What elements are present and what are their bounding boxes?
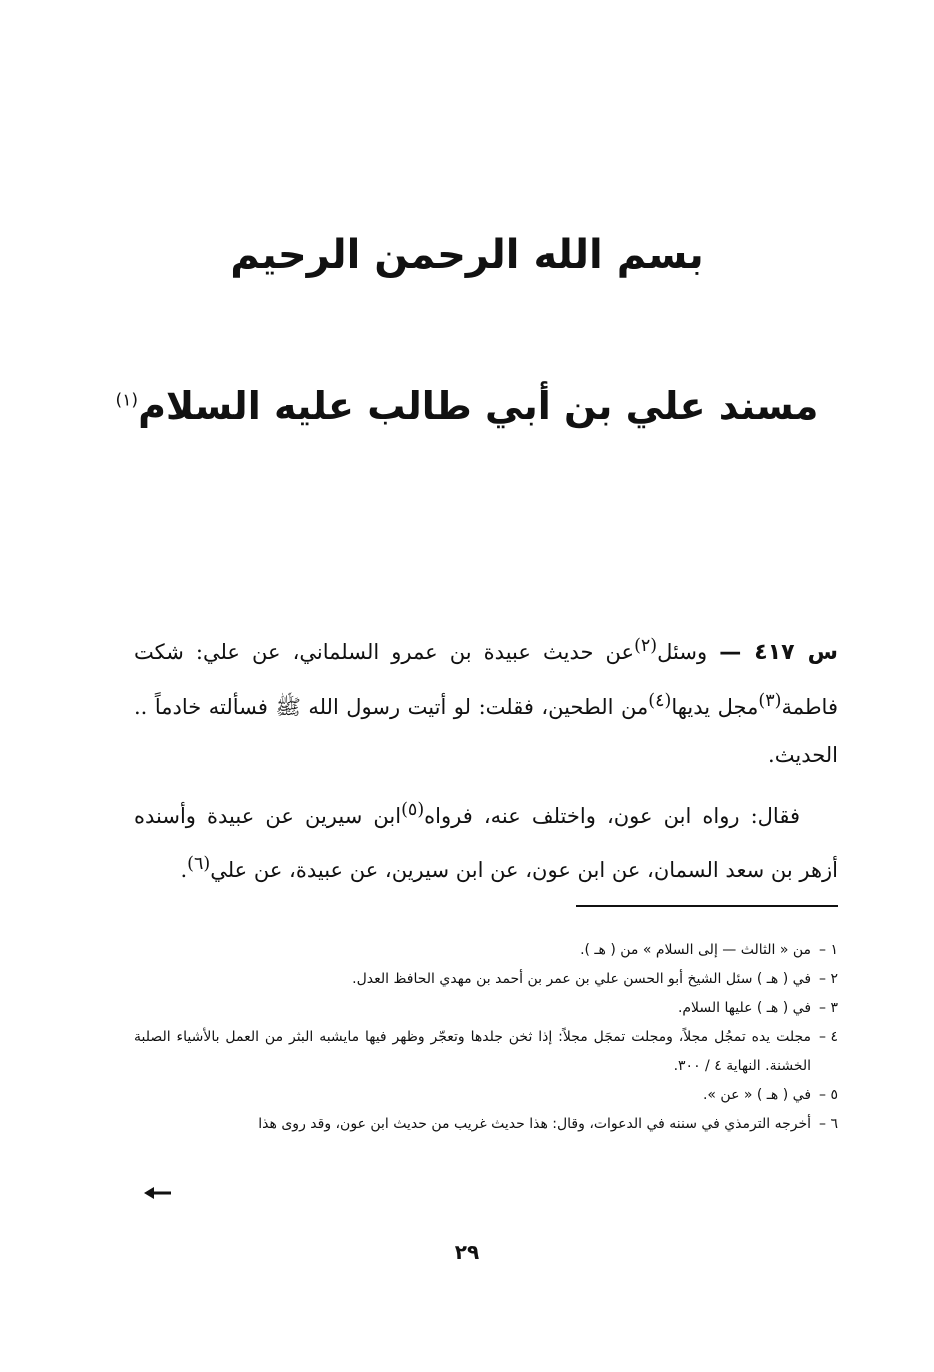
footnote-ref-5: (٥): [401, 800, 425, 820]
footnotes-list: [134, 936, 838, 1139]
footnote-item: [134, 965, 838, 994]
answer-paragraph: [134, 786, 838, 894]
question-paragraph: [134, 622, 838, 779]
answer-text-3: .: [180, 858, 188, 882]
footnote-ref-2: (٢): [634, 636, 658, 656]
basmala-heading: بسم الله الرحمن الرحيم: [230, 232, 704, 278]
footnote-item: [134, 994, 838, 1023]
footnote-item: [134, 1110, 838, 1139]
question-text-3: مجل يديها: [671, 695, 759, 719]
footnote-ref-3: (٣): [758, 691, 782, 711]
question-text-2: عن حديث عبيدة بن عمرو السلماني، عن علي: شكت فاطمة: [134, 640, 838, 719]
footnote-separator: [576, 905, 838, 907]
left-arrow-icon: [144, 1186, 172, 1200]
question-text-1: وسئل: [657, 640, 720, 664]
footnote-ref-1: (١): [115, 390, 139, 411]
footnote-text: أخرجه الترمذي في سننه في الدعوات، وقال: هذا حديث غريب من حديث ابن عون، وقد روى هذا: [258, 1116, 812, 1132]
footnote-number: ١ –: [819, 942, 838, 958]
footnote-number: ٤ –: [819, 1029, 838, 1045]
question-number: س ٤١٧ —: [719, 640, 838, 665]
footnote-item: [134, 1023, 838, 1081]
footnote-text: في ( هـ ) سئل الشيخ أبو الحسن علي بن عمر بن أحمد بن مهدي الحافظ العدل.: [352, 971, 812, 987]
footnote-text: مجلت يده تمجُل مجلاً، ومجلت تمجَل مجلاً: إذا ثخن جلدها وتعجّر وظهر فيها مايشبه البثر من العمل بالأشياء الصلبة الخشنة. النهاية ٤ / ٣٠٠.: [134, 1029, 812, 1074]
footnote-text: في ( هـ ) عليها السلام.: [677, 1000, 812, 1016]
footnote-text: من « الثالث — إلى السلام » من ( هـ ).: [580, 942, 812, 958]
answer-text-1: فقال: رواه ابن عون، واختلف عنه، فرواه: [424, 804, 800, 828]
footnote-ref-4: (٤): [648, 691, 672, 711]
footnote-number: ٣ –: [819, 1000, 838, 1016]
page-title: [0, 384, 934, 428]
footnote-ref-6: (٦): [187, 854, 211, 874]
footnote-item: [134, 1081, 838, 1110]
footnote-number: ٥ –: [819, 1087, 838, 1103]
title-text: مسند علي بن أبي طالب عليه السلام: [138, 384, 819, 428]
footnote-number: ٢ –: [819, 971, 838, 987]
question-text-4: من الطحين، فقلت: لو أتيت رسول الله ﷺ فسألته خادماً .. الحديث.: [134, 695, 838, 767]
footnote-text: في ( هـ ) « عن ».: [702, 1087, 812, 1103]
page-number: ٢٩: [454, 1240, 480, 1264]
footnote-number: ٦ –: [819, 1116, 838, 1132]
answer-text-2: ابن سيرين عن عبيدة وأسنده أزهر بن سعد السمان، عن ابن عون، عن ابن سيرين، عن عبيدة، عن علي: [134, 804, 838, 882]
footnote-item: [134, 936, 838, 965]
